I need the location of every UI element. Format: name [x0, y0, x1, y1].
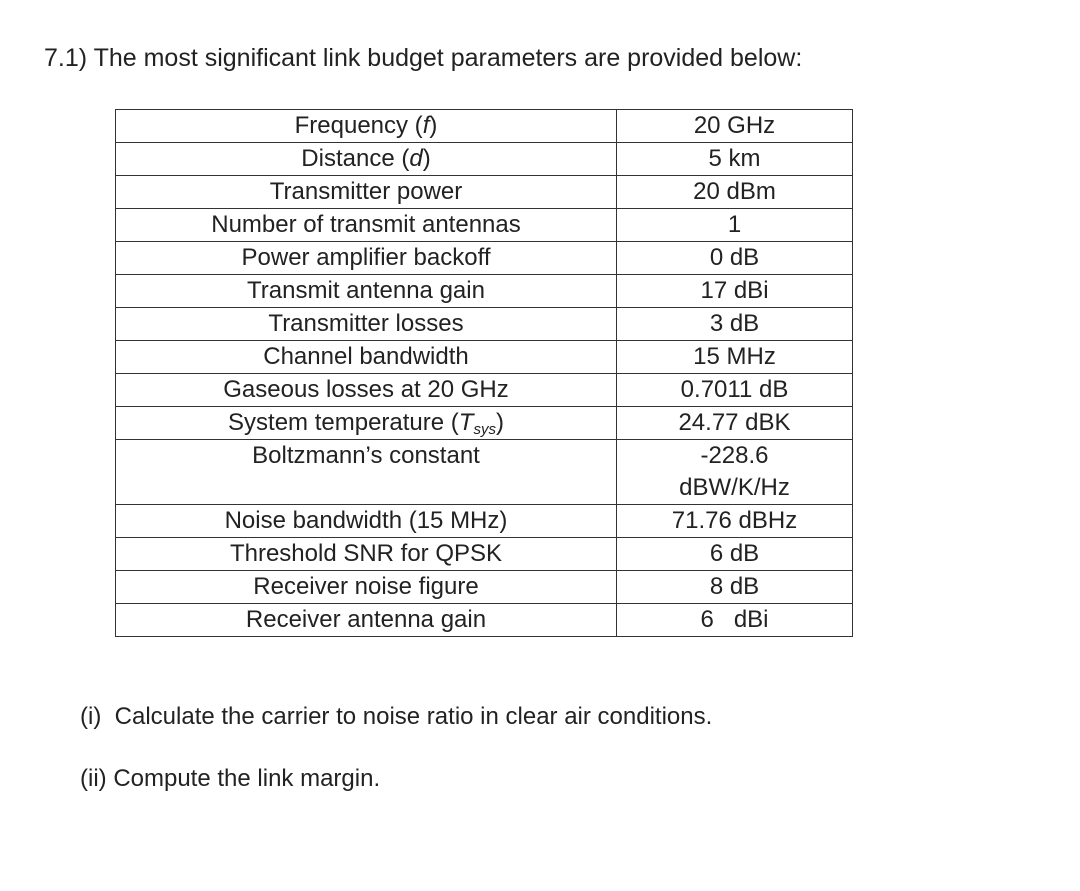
table-row — [116, 176, 853, 209]
param-value: 20 GHz — [617, 110, 853, 143]
param-value: 6 dB — [617, 538, 853, 571]
param-label: Transmitter losses — [116, 308, 617, 341]
param-value: 71.76 dBHz — [617, 505, 853, 538]
param-label: Channel bandwidth — [116, 341, 617, 374]
param-value: 8 dB — [617, 571, 853, 604]
param-label: Receiver antenna gain — [116, 604, 617, 637]
param-value: 24.77 dBK — [617, 407, 853, 440]
param-value: 0 dB — [617, 242, 853, 275]
param-label: Receiver noise figure — [116, 571, 617, 604]
table-row — [116, 110, 853, 143]
sub-question-ii: (ii) Compute the link margin. — [80, 765, 381, 792]
table-row — [116, 538, 853, 571]
sub-question-i: (i) Calculate the carrier to noise ratio in clear air conditions. — [80, 703, 713, 730]
param-label: Gaseous losses at 20 GHz — [116, 374, 617, 407]
table-row — [116, 209, 853, 242]
param-value: 6 dBi — [617, 604, 853, 637]
param-value: 3 dB — [617, 308, 853, 341]
table-row — [116, 374, 853, 407]
param-label: Noise bandwidth (15 MHz) — [116, 505, 617, 538]
param-label: System temperature $(T_{sys})$ — [116, 407, 617, 440]
param-label: Transmit antenna gain — [116, 275, 617, 308]
param-value: 0.7011 dB — [617, 374, 853, 407]
param-label: Number of transmit antennas — [116, 209, 617, 242]
param-value: 1 — [617, 209, 853, 242]
param-label: Transmitter power — [116, 176, 617, 209]
param-value: 20 dBm — [617, 176, 853, 209]
param-label: Boltzmann’s constant — [116, 440, 617, 505]
table-row — [116, 242, 853, 275]
param-label: Threshold SNR for QPSK — [116, 538, 617, 571]
param-value: 17 dBi — [617, 275, 853, 308]
question-heading: 7.1) The most significant link budget parameters are provided below: — [44, 44, 803, 72]
param-value: 15 MHz — [617, 341, 853, 374]
param-label: Frequency (f) — [116, 110, 617, 143]
table-row — [116, 440, 853, 505]
table-row — [116, 407, 853, 440]
table-row — [116, 341, 853, 374]
table-row — [116, 604, 853, 637]
link-budget-table — [115, 109, 853, 637]
table-row — [116, 143, 853, 176]
param-value: -228.6 dBW/K/Hz — [617, 440, 853, 505]
table-row — [116, 571, 853, 604]
table-row — [116, 275, 853, 308]
param-label: Power amplifier backoff — [116, 242, 617, 275]
param-value: 5 km — [617, 143, 853, 176]
table-row — [116, 505, 853, 538]
table-row — [116, 308, 853, 341]
param-label: Distance (d) — [116, 143, 617, 176]
